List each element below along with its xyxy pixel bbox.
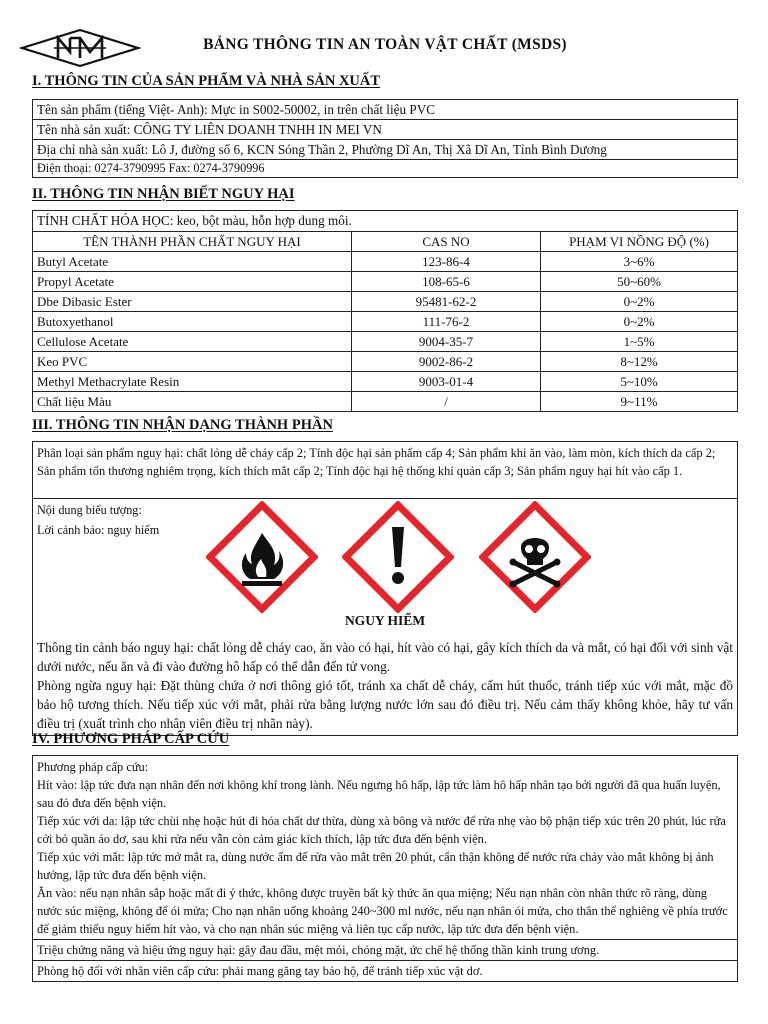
- hazard-prevention: Phòng ngừa nguy hại: Đặt thùng chứa ở nơi thông gió tốt, tránh xa chất dễ cháy, cấm hút thuốc, tránh tiếp xúc với mắt, mặc đồ bảo hộ tương thích. Nếu tiếp xúc với mắt, phải rửa bằng lượng nước lớn sau đó điều trị. Nếu cảm thấy không khỏe, hãy tư vấn điều trị (xuất trình cho nhân viên điều trị nhãn này).: [37, 678, 733, 731]
- hazard-information: Thông tin cảnh báo nguy hại: chất lỏng dễ cháy cao, ăn vào có hại, hít vào có hại, gây kích thích da và mắt, có hại đối với sinh vật dưới nước, nếu ăn và đi vào đường hô hấp có thể dẫn đến tử vong.: [37, 640, 733, 674]
- first-aid-method-label: Phương pháp cấp cứu:: [37, 760, 149, 774]
- concentration: 1~5%: [541, 332, 738, 352]
- exclamation-icon: [342, 501, 454, 613]
- chemical-nature: TÍNH CHẤT HÓA HỌC: keo, bột màu, hỗn hợp dung môi.: [33, 211, 737, 232]
- hazard-composition-box: [32, 210, 738, 412]
- column-header-name: TÊN THÀNH PHẦN CHẤT NGUY HẠI: [33, 232, 352, 252]
- cas-number: 111-76-2: [352, 312, 541, 332]
- cas-number: 9004-35-7: [352, 332, 541, 352]
- cas-number: 9002-86-2: [352, 352, 541, 372]
- concentration: 50~60%: [541, 272, 738, 292]
- component-name: Butoxyethanol: [33, 312, 352, 332]
- manufacturer-phone: Điện thoại: 0274-3790995 Fax: 0274-3790996: [37, 161, 265, 175]
- composition-table: [33, 232, 737, 411]
- warning-label: Lời cảnh báo: nguy hiểm: [37, 523, 160, 537]
- first-aid-inhale: Hít vào: lập tức đưa nạn nhân đến nơi không khí trong lành. Nếu ngưng hô hấp, lập tức làm hô hấp nhân tạo bởi người đã qua huấn luyện, sau đó đưa đến bệnh viện.: [37, 778, 721, 810]
- company-logo: [18, 28, 142, 68]
- concentration: 0~2%: [541, 312, 738, 332]
- table-header-row: [33, 232, 737, 252]
- hazard-classification: Phân loại sản phẩm nguy hại: chất lỏng dễ cháy cấp 2; Tính độc hại sản phẩm cấp 4; Sản phẩm khi ăn vào, làm mòn, kích thích da cấp 2; Sản phẩm tổn thương nghiêm trọng, kích thích mắt cấp 2; Tính độc hại hệ thống khí quản cấp 3; Sản phẩm nguy hại hít vào cấp 1.: [37, 446, 716, 478]
- pictogram-area: [33, 498, 737, 615]
- cas-number: 95481-62-2: [352, 292, 541, 312]
- cas-number: /: [352, 392, 541, 412]
- first-aid-method: [33, 756, 737, 939]
- danger-signal-word: NGUY HIỂM: [344, 613, 426, 628]
- table-row: [33, 292, 737, 312]
- table-row: [33, 252, 737, 272]
- column-header-cas: CAS NO: [352, 232, 541, 252]
- section-4-title: IV. PHƯƠNG PHÁP CẤP CỨU: [32, 731, 230, 747]
- cas-number: 123-86-4: [352, 252, 541, 272]
- table-row: [33, 392, 737, 412]
- component-name: Butyl Acetate: [33, 252, 352, 272]
- cas-number: 9003-01-4: [352, 372, 541, 392]
- component-name: Chất liệu Màu: [33, 392, 352, 412]
- skull-crossbones-icon: [479, 501, 591, 613]
- table-row: [33, 272, 737, 292]
- concentration: 3~6%: [541, 252, 738, 272]
- table-row: [33, 372, 737, 392]
- manufacturer-name: Tên nhà sản xuất: CÔNG TY LIÊN DOANH TNHH IN MEI VN: [33, 120, 737, 140]
- identification-box: [32, 441, 738, 736]
- component-name: Cellulose Acetate: [33, 332, 352, 352]
- component-name: Dbe Dibasic Ester: [33, 292, 352, 312]
- product-name: Tên sản phẩm (tiếng Việt- Anh): Mực in S002-50002, in trên chất liệu PVC: [33, 100, 737, 120]
- column-header-concentration: PHẠM VI NỒNG ĐỘ (%): [541, 232, 738, 252]
- section-2-title: II. THÔNG TIN NHẬN BIẾT NGUY HẠI: [32, 186, 295, 202]
- table-row: [33, 312, 737, 332]
- first-aid-ingest: Ăn vào: nếu nạn nhân sắp hoặc mất đi ý thức, không được truyền bất kỳ thức ăn qua miệng; Nếu nạn nhân còn nhân thức rõ ràng, dùng nước súc miệng, không để ói mửa; Cho nạn nhân uống khoảng 240~300 ml nước, nếu nạn nhân ói mửa, cho thân thể nghiêng về phía trước để giảm thiểu nguy hiểm hít vào, và cho nạn nhân súc miệng và liên tục cấp nước, lập tức đưa đến bệnh viện.: [37, 886, 728, 936]
- first-aid-box: [32, 755, 738, 982]
- product-info-box: [32, 99, 738, 178]
- manufacturer-address: Địa chỉ nhà sản xuất: Lô J, đường số 6, KCN Sóng Thần 2, Phường Dĩ An, Thị Xã Dĩ An, Tỉnh Bình Dương: [33, 140, 737, 160]
- first-aid-eye: Tiếp xúc với mắt: lập tức mở mắt ra, dùng nước ấm để rửa vào mắt trên 20 phút, cẩn thận không để nước rửa chảy vào mắt không bị ảnh hưởng, lập tức đưa đến bệnh viện.: [37, 850, 714, 882]
- component-name: Propyl Acetate: [33, 272, 352, 292]
- table-row: [33, 332, 737, 352]
- cas-number: 108-65-6: [352, 272, 541, 292]
- section-3-title: III. THÔNG TIN NHẬN DẠNG THÀNH PHẦN: [32, 417, 333, 433]
- concentration: 0~2%: [541, 292, 738, 312]
- rescuer-protection: Phòng hộ đối với nhân viên cấp cứu: phải mang găng tay bảo hộ, để tránh tiếp xúc vật dơ.: [33, 960, 737, 981]
- table-row: [33, 352, 737, 372]
- component-name: Keo PVC: [33, 352, 352, 372]
- flame-icon: [206, 501, 318, 613]
- symbol-label: Nội dung biểu tượng:: [37, 503, 142, 517]
- concentration: 9~11%: [541, 392, 738, 412]
- concentration: 8~12%: [541, 352, 738, 372]
- section-1-title: I. THÔNG TIN CỦA SẢN PHẨM VÀ NHÀ SẢN XUẤT: [32, 73, 381, 89]
- first-aid-skin: Tiếp xúc với da: lập tức chùi nhẹ hoặc hút đi hóa chất dư thừa, dùng xà bông và nước để rửa nhẹ vào bộ phận tiếp xúc trên 20 phút, lúc rửa cởi bỏ quần áo dơ, sau khi rửa nếu vẫn còn cảm giác kích thích, lập tức đưa đến bệnh viện.: [37, 814, 726, 846]
- concentration: 5~10%: [541, 372, 738, 392]
- symptoms-info: Triệu chứng năng và hiệu ứng nguy hại: gây đau đầu, mệt mỏi, chóng mặt, ức chế hệ thống thần kinh trung ương.: [33, 939, 737, 960]
- component-name: Methyl Methacrylate Resin: [33, 372, 352, 392]
- document-title: BẢNG THÔNG TIN AN TOÀN VẬT CHẤT (MSDS): [203, 36, 567, 53]
